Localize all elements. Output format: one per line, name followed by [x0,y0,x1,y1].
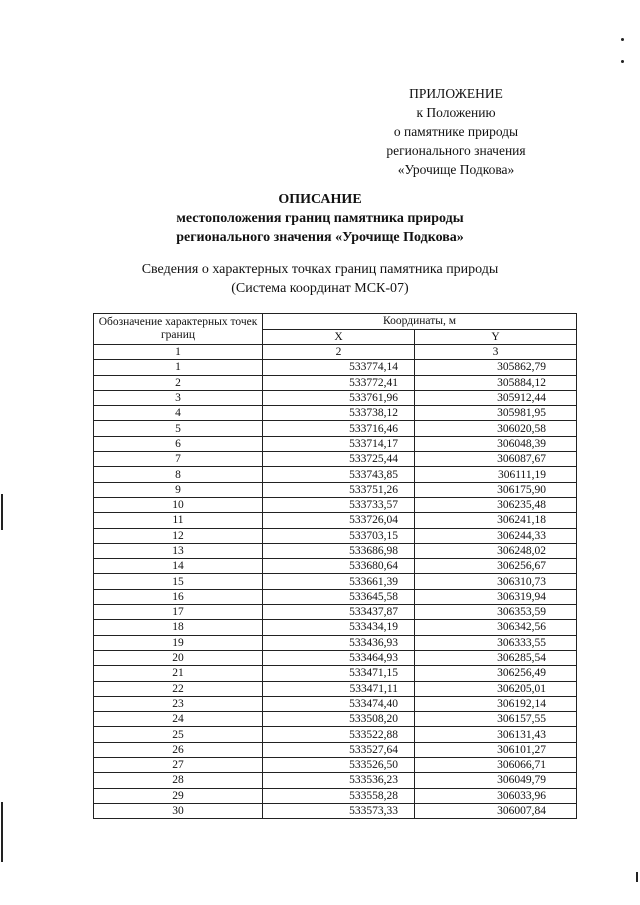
y-coordinate-cell: 306241,18 [415,513,577,528]
x-coordinate-cell: 533645,58 [263,589,415,604]
y-coordinate-cell: 306192,14 [415,696,577,711]
y-coordinate-cell: 306342,56 [415,620,577,635]
table-row [94,436,577,451]
table-row [94,758,577,773]
appendix-line: «Урочище Подкова» [397,162,515,177]
table-row [94,375,577,390]
table-row [94,681,577,696]
x-coordinate-cell: 533743,85 [263,467,415,482]
x-coordinate-cell: 533726,04 [263,513,415,528]
x-coordinate-cell: 533437,87 [263,605,415,620]
point-number-cell: 3 [94,390,263,405]
point-number-cell: 22 [94,681,263,696]
document-heading [0,190,640,247]
y-coordinate-cell: 306175,90 [415,482,577,497]
point-number-cell: 26 [94,742,263,757]
x-coordinate-cell: 533738,12 [263,406,415,421]
x-coordinate-cell: 533761,96 [263,390,415,405]
y-coordinate-cell: 306101,27 [415,742,577,757]
x-coordinate-cell: 533714,17 [263,436,415,451]
table-row [94,773,577,788]
y-coordinate-cell: 306256,49 [415,666,577,681]
y-coordinate-cell: 306244,33 [415,528,577,543]
point-number-cell: 29 [94,788,263,803]
table-row [94,742,577,757]
x-coordinate-cell: 533536,23 [263,773,415,788]
appendix-title: ПРИЛОЖЕНИЕ [409,86,503,101]
table-row [94,574,577,589]
point-number-cell: 21 [94,666,263,681]
y-coordinate-cell: 306248,02 [415,543,577,558]
y-coordinate-cell: 306033,96 [415,788,577,803]
y-coordinate-cell: 305912,44 [415,390,577,405]
scan-mark [621,38,624,41]
x-coordinate-cell: 533527,64 [263,742,415,757]
point-number-cell: 11 [94,513,263,528]
x-coordinate-cell: 533464,93 [263,650,415,665]
table-row [94,421,577,436]
x-coordinate-cell: 533774,14 [263,360,415,375]
scan-edge-line [1,494,3,530]
caption-line: Сведения о характерных точках границ памятника природы [141,262,499,277]
point-number-cell: 10 [94,497,263,512]
point-number-cell: 17 [94,605,263,620]
x-coordinate-cell: 533471,15 [263,666,415,681]
appendix-block [356,84,556,179]
appendix-line: регионального значения [386,143,526,158]
y-coordinate-cell: 306131,43 [415,727,577,742]
y-coordinate-cell: 306157,55 [415,712,577,727]
table-row [94,712,577,727]
point-number-cell: 2 [94,375,263,390]
table-row [94,788,577,803]
y-coordinate-cell: 306319,94 [415,589,577,604]
point-number-cell: 8 [94,467,263,482]
x-coordinate-cell: 533733,57 [263,497,415,512]
y-coordinate-cell: 306111,19 [415,467,577,482]
header-x-label: X [263,329,415,345]
header-point-label: Обозначение характерных точек границ [94,314,263,345]
y-coordinate-cell: 306066,71 [415,758,577,773]
table-row [94,497,577,512]
table-row [94,666,577,681]
heading-title: ОПИСАНИЕ [278,192,362,207]
heading-line: местоположения границ памятника природы [176,211,464,226]
appendix-line: к Положению [416,105,496,120]
caption-line: (Система координат МСК-07) [231,281,409,296]
appendix-line: о памятнике природы [393,124,519,139]
scan-edge-line [636,872,638,882]
y-coordinate-cell: 306235,48 [415,497,577,512]
point-number-cell: 7 [94,452,263,467]
y-coordinate-cell: 306007,84 [415,803,577,818]
y-coordinate-cell: 306087,67 [415,452,577,467]
table-row [94,360,577,375]
point-number-cell: 20 [94,650,263,665]
point-number-cell: 28 [94,773,263,788]
y-coordinate-cell: 306310,73 [415,574,577,589]
x-coordinate-cell: 533522,88 [263,727,415,742]
table-caption [0,260,640,298]
point-number-cell: 13 [94,543,263,558]
point-number-cell: 9 [94,482,263,497]
x-coordinate-cell: 533474,40 [263,696,415,711]
x-coordinate-cell: 533772,41 [263,375,415,390]
table-row [94,390,577,405]
table-row [94,696,577,711]
x-coordinate-cell: 533725,44 [263,452,415,467]
x-coordinate-cell: 533661,39 [263,574,415,589]
scan-edge-line [1,802,3,862]
point-number-cell: 1 [94,360,263,375]
table-header-row [94,314,577,330]
x-coordinate-cell: 533751,26 [263,482,415,497]
table-row [94,803,577,818]
x-coordinate-cell: 533526,50 [263,758,415,773]
y-coordinate-cell: 305981,95 [415,406,577,421]
table-row [94,589,577,604]
y-coordinate-cell: 306049,79 [415,773,577,788]
x-coordinate-cell: 533436,93 [263,635,415,650]
x-coordinate-cell: 533716,46 [263,421,415,436]
x-coordinate-cell: 533573,33 [263,803,415,818]
y-coordinate-cell: 306333,55 [415,635,577,650]
heading-line: регионального значения «Урочище Подкова» [176,230,464,245]
point-number-cell: 16 [94,589,263,604]
x-coordinate-cell: 533471,11 [263,681,415,696]
table-row [94,467,577,482]
y-coordinate-cell: 306285,54 [415,650,577,665]
table-row [94,513,577,528]
x-coordinate-cell: 533508,20 [263,712,415,727]
point-number-cell: 18 [94,620,263,635]
table-row [94,635,577,650]
point-number-cell: 23 [94,696,263,711]
point-number-cell: 5 [94,421,263,436]
point-number-cell: 19 [94,635,263,650]
point-number-cell: 14 [94,559,263,574]
header-y-label: Y [415,329,577,345]
header-coords-label: Координаты, м [263,314,577,330]
coordinates-table [93,313,577,819]
y-coordinate-cell: 306256,67 [415,559,577,574]
point-number-cell: 12 [94,528,263,543]
point-number-cell: 15 [94,574,263,589]
table-row [94,620,577,635]
table-row [94,452,577,467]
x-coordinate-cell: 533703,15 [263,528,415,543]
point-number-cell: 6 [94,436,263,451]
table-row [94,605,577,620]
table-row [94,727,577,742]
point-number-cell: 24 [94,712,263,727]
y-coordinate-cell: 306205,01 [415,681,577,696]
table-row [94,482,577,497]
y-coordinate-cell: 305862,79 [415,360,577,375]
x-coordinate-cell: 533434,19 [263,620,415,635]
table-row [94,543,577,558]
point-number-cell: 25 [94,727,263,742]
y-coordinate-cell: 306048,39 [415,436,577,451]
y-coordinate-cell: 305884,12 [415,375,577,390]
point-number-cell: 30 [94,803,263,818]
x-coordinate-cell: 533558,28 [263,788,415,803]
point-number-cell: 27 [94,758,263,773]
x-coordinate-cell: 533680,64 [263,559,415,574]
column-number: 1 [94,345,263,360]
y-coordinate-cell: 306353,59 [415,605,577,620]
table-row [94,406,577,421]
column-number: 2 [263,345,415,360]
scan-mark [621,60,624,63]
column-number-row [94,345,577,360]
table-row [94,528,577,543]
table-row [94,650,577,665]
y-coordinate-cell: 306020,58 [415,421,577,436]
column-number: 3 [415,345,577,360]
table-row [94,559,577,574]
x-coordinate-cell: 533686,98 [263,543,415,558]
point-number-cell: 4 [94,406,263,421]
